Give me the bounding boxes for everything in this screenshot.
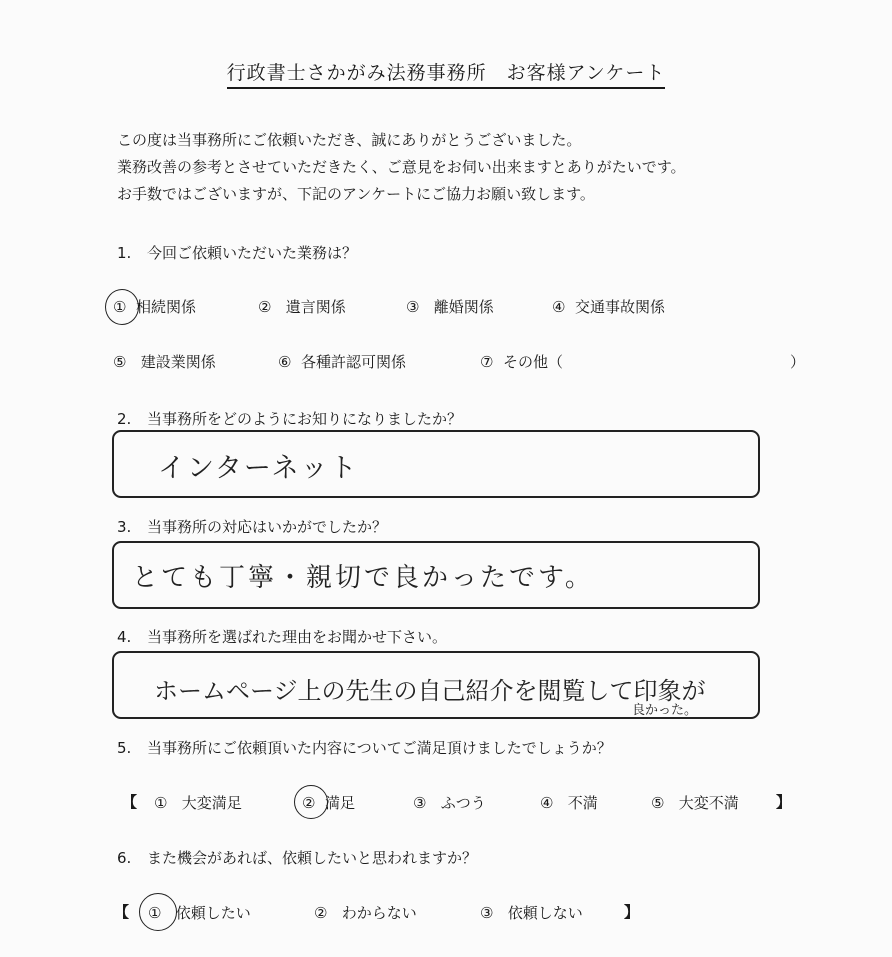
answer-box-3[interactable] (112, 541, 760, 609)
option-label: 離婚関係 (433, 298, 494, 316)
q6-option-3[interactable] (480, 902, 583, 923)
option-label: 大変満足 (181, 794, 242, 812)
option-label: 依頼しない (507, 904, 583, 922)
option-label: 依頼したい (175, 904, 251, 922)
question-number: 3. (117, 518, 132, 536)
option-mark: ⑦ (480, 353, 494, 371)
question-number: 1. (117, 244, 132, 262)
bracket-open: 【 (122, 793, 138, 811)
question-text: 当事務所をどのようにお知りになりましたか？ (147, 410, 463, 428)
q1-option-3[interactable] (406, 296, 494, 317)
q5-option-4[interactable] (540, 792, 598, 813)
page-title (0, 58, 892, 85)
q1-option-5[interactable] (113, 351, 216, 372)
intro-line: お手数ではございますが、下記のアンケートにご協力お願い致します。 (117, 185, 595, 203)
q6-option-2[interactable] (314, 902, 417, 923)
option-mark: ④ (552, 298, 566, 316)
q5-option-5[interactable] (651, 792, 739, 813)
option-mark: ② (314, 904, 328, 922)
intro-text (117, 127, 686, 208)
option-label: 遺言関係 (285, 298, 346, 316)
q5-option-2[interactable] (302, 792, 355, 813)
option-mark: ④ (540, 794, 554, 812)
option-label: 建設業関係 (140, 353, 216, 371)
option-label: その他（ (503, 353, 564, 371)
option-mark: ② (258, 298, 272, 316)
intro-line: この度は当事務所にご依頼いただき、誠にありがとうございました。 (117, 131, 582, 149)
option-mark: ① (148, 904, 162, 922)
question-1 (117, 242, 357, 263)
q1-option-4[interactable] (552, 296, 665, 317)
question-4 (117, 626, 447, 647)
option-mark: ③ (480, 904, 494, 922)
option-label: ふつう (440, 794, 486, 812)
question-number: 6. (117, 849, 132, 867)
bracket-open: 【 (114, 903, 130, 921)
option-label: 各種許認可関係 (301, 353, 407, 371)
question-3 (117, 516, 387, 537)
answer-box-4[interactable] (112, 651, 760, 719)
option-label: 不満 (567, 794, 598, 812)
bracket-close: 】 (776, 793, 792, 811)
question-5 (117, 737, 612, 758)
option-mark: ⑥ (278, 353, 292, 371)
handwritten-answer: とても丁寧・親切で良かったです。 (132, 563, 594, 593)
option-label: 相続関係 (136, 298, 197, 316)
question-6 (117, 847, 477, 868)
intro-line: 業務改善の参考とさせていただきたく、ご意見をお伺い出来ますとありがたいです。 (117, 158, 686, 176)
option-label: 満足 (325, 794, 356, 812)
question-number: 4. (117, 628, 132, 646)
question-text: 今回ご依頼いただいた業務は？ (147, 244, 358, 262)
q1-option-7[interactable] (480, 351, 563, 372)
question-number: 5. (117, 739, 132, 757)
question-text: また機会があれば、依頼したいと思われますか？ (147, 849, 478, 867)
q5-option-1[interactable] (154, 792, 242, 813)
question-text: 当事務所を選ばれた理由をお聞かせ下さい。 (147, 628, 448, 646)
q1-option-2[interactable] (258, 296, 346, 317)
option-mark: ③ (413, 794, 427, 812)
option-mark: ① (154, 794, 168, 812)
handwritten-answer: インターネット (158, 453, 359, 484)
option-label: 大変不満 (678, 794, 739, 812)
q1-option-6[interactable] (278, 351, 406, 372)
handwritten-answer-continuation: 良かった。 (632, 703, 698, 718)
q5-option-3[interactable] (413, 792, 486, 813)
bracket-close: 】 (624, 903, 640, 921)
question-text: 当事務所にご依頼頂いた内容についてご満足頂けましたでしょうか？ (147, 739, 612, 757)
title-text: 行政書士さかがみ法務事務所 お客様アンケート (227, 62, 666, 89)
option-mark: ③ (406, 298, 420, 316)
question-2 (117, 408, 462, 429)
option-mark: ⑤ (113, 353, 127, 371)
question-number: 2. (117, 410, 132, 428)
option-mark: ① (113, 298, 127, 316)
option-mark: ⑤ (651, 794, 665, 812)
option-label: 交通事故関係 (575, 298, 666, 316)
q1-option-1[interactable] (113, 296, 196, 317)
option-label: わからない (341, 904, 417, 922)
answer-box-2[interactable] (112, 430, 760, 498)
question-text: 当事務所の対応はいかがでしたか？ (147, 518, 388, 536)
handwritten-answer: ホームページ上の先生の自己紹介を閲覧して印象が (154, 677, 706, 705)
option-mark: ② (302, 794, 316, 812)
q6-option-1[interactable] (148, 902, 251, 923)
q1-option-7-close: ） (790, 353, 806, 371)
